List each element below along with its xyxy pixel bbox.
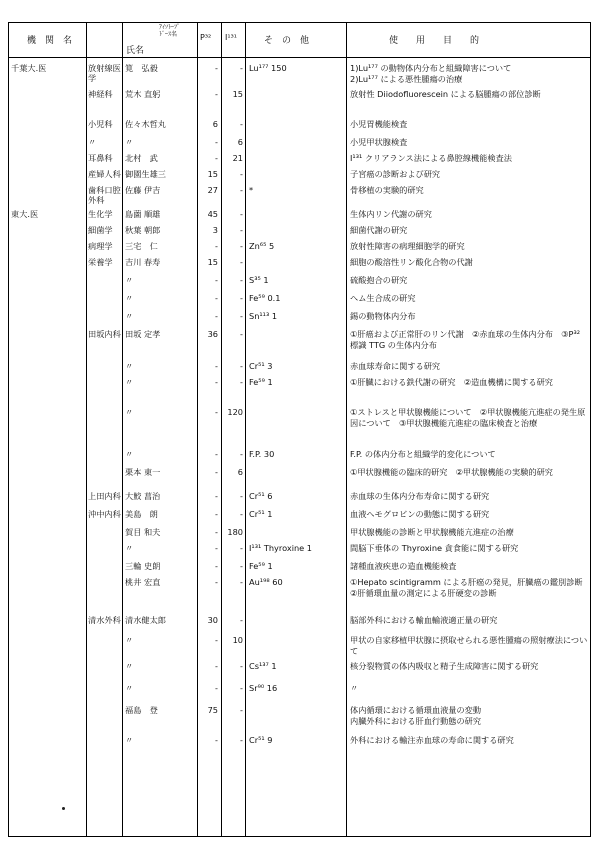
cell-p32: - [215,491,218,501]
cell-purpose: 赤血球の生体内分布寿命に関する研究 [350,491,490,501]
cell-department: 田坂内科 [88,329,121,339]
cell-p32: - [215,311,218,321]
cell-other: Cr⁵¹ 6 [249,491,273,501]
column-divider [86,23,87,836]
cell-purpose: ①Hepato scintigramm による肝癌の発見，肝臓癌の鑑別診断 ②肝循環血量の測定による肝硬変の診断 [350,577,591,598]
cell-p32: - [215,89,218,99]
cell-name: 佐々木哲丸 [125,119,166,129]
cell-p32: - [215,661,218,671]
cell-name: 〃 [125,683,134,693]
cell-i131: - [240,577,243,587]
cell-i131: - [240,449,243,459]
cell-p32: - [215,275,218,285]
cell-p32: - [215,241,218,251]
cell-purpose: 小児甲状腺検査 [350,137,408,147]
cell-p32: - [215,543,218,553]
cell-i131: - [240,311,243,321]
column-divider [221,23,222,836]
cell-department: 〃 [88,137,97,147]
cell-name: 佐藤 伊吉 [125,185,161,195]
cell-department: 上田内科 [88,491,121,501]
cell-p32: - [215,361,218,371]
cell-p32: 75 [207,705,218,715]
cell-other: Cs¹³⁷ 1 [249,661,277,671]
cell-name: 吉川 春寿 [125,257,161,267]
cell-i131: 120 [227,407,243,417]
cell-p32: - [215,577,218,587]
cell-p32: 27 [207,185,218,195]
cell-name: 美島 朗 [125,509,158,519]
cell-purpose: 放射性 Diiodofluorescein による脳腫瘍の部位診断 [350,89,541,99]
cell-purpose: 細菌代謝の研究 [350,225,408,235]
cell-p32: - [215,735,218,745]
cell-department: 神経科 [88,89,113,99]
cell-department: 栄養学 [88,257,113,267]
cell-i131: 6 [237,467,243,477]
column-divider [197,23,198,836]
cell-i131: - [240,377,243,387]
cell-name: 〃 [125,407,134,417]
cell-i131: - [240,257,243,267]
cell-i131: - [240,615,243,625]
cell-i131: - [240,185,243,195]
cell-i131: - [240,169,243,179]
cell-name: 〃 [125,377,134,387]
cell-i131: - [240,225,243,235]
cell-department: 生化学 [88,209,113,219]
cell-purpose: 甲状腺機能の診断と甲状腺機能亢進症の治療 [350,527,514,537]
cell-purpose: 核分裂物質の体内吸収と精子生成障害に関する研究 [350,661,539,671]
cell-name: 北村 武 [125,153,158,163]
cell-purpose: 錫の動物体内分布 [350,311,416,321]
cell-p32: - [215,293,218,303]
cell-purpose: 血液ヘモグロビンの動態に関する研究 [350,509,490,519]
cell-i131: 21 [232,153,243,163]
cell-purpose: 硫酸抱合の研究 [350,275,408,285]
cell-p32: - [215,137,218,147]
header-purpose: 使 用 目 的 [389,36,480,46]
table-frame [8,22,591,837]
cell-purpose: 1)Lu¹⁷⁷ の動物体内分布と組織障害について 2)Lu¹⁷⁷ による悪性腫瘍の治療 [350,63,512,84]
cell-name: 〃 [125,275,134,285]
cell-name: 〃 [125,137,134,147]
header-institution: 機 関 名 [27,36,73,46]
cell-p32: - [215,63,218,73]
cell-other: Au¹⁹⁸ 60 [249,577,283,587]
cell-department: 歯科口腔外科 [88,185,121,205]
cell-other: Fe⁵⁹ 1 [249,561,273,571]
column-divider [122,23,123,836]
cell-i131: - [240,361,243,371]
cell-name: 〃 [125,361,134,371]
cell-purpose: 子宮癌の診断および研究 [350,169,441,179]
cell-other: Fe⁵⁹ 0.1 [249,293,281,303]
cell-name: 三輪 史朗 [125,561,161,571]
cell-other: I¹³¹ Thyroxine 1 [249,543,313,553]
cell-department: 放射線医学 [88,63,121,83]
cell-p32: - [215,683,218,693]
cell-purpose: 間脳下垂体の Thyroxine 貪食能に関する研究 [350,543,519,553]
cell-name: 筧 弘毅 [125,63,158,73]
cell-name: 荒木 直躬 [125,89,161,99]
header-isotope: ｱｲｿﾄｰﾌﾟ ﾄﾞｰｽ名 [159,24,181,38]
cell-i131: - [240,491,243,501]
cell-i131: - [240,293,243,303]
cell-purpose: 諸種血液疾患の造血機能検査 [350,561,457,571]
cell-p32: 15 [207,169,218,179]
cell-purpose: 生体内リン代謝の研究 [350,209,432,219]
cell-department: 細菌学 [88,225,113,235]
cell-i131: - [240,683,243,693]
column-divider [346,23,347,836]
cell-department: 清水外科 [88,615,121,625]
cell-other: Fe⁵⁹ 1 [249,377,273,387]
cell-i131: 15 [232,89,243,99]
cell-name: 〃 [125,293,134,303]
cell-name: 島薗 順雄 [125,209,161,219]
cell-purpose: ①肝癌および正常肝のリン代謝 ②赤血球の生体内分布 ③P³² 標識 TTG の生体内分布 [350,329,581,350]
cell-i131: - [240,329,243,339]
cell-institution: 東大.医 [11,209,39,219]
cell-purpose: 赤血球寿命に関する研究 [350,361,441,371]
cell-purpose: 体内循環における循環血液量の変動 内臓外科における肝血行動態の研究 [350,705,482,726]
cell-name: 〃 [125,449,134,459]
cell-p32: - [215,153,218,163]
cell-i131: - [240,543,243,553]
cell-purpose: 細胞の酸溶性リン酸化合物の代謝 [350,257,473,267]
header-name: 氏名 [126,46,145,56]
cell-p32: - [215,449,218,459]
cell-name: 三宅 仁 [125,241,158,251]
cell-i131: 10 [232,635,243,645]
cell-purpose: ①肝臓における鉄代謝の研究 ②造血機構に関する研究 [350,377,553,387]
cell-purpose: ①ストレスと甲状腺機能について ②甲状腺機能亢進症の発生原因について ③甲状腺機能亢進症の臨床検査と治療 [350,407,586,428]
cell-p32: - [215,509,218,519]
cell-i131: 180 [227,527,243,537]
cell-purpose: 小児胃機能検査 [350,119,408,129]
cell-department: 産婦人科 [88,169,121,179]
cell-purpose: ヘム生合成の研究 [350,293,416,303]
header-other: そ の 他 [264,36,310,46]
cell-i131: - [240,275,243,285]
cell-purpose: ①甲状腺機能の臨床的研究 ②甲状腺機能の実験的研究 [350,467,553,477]
speck [62,807,65,810]
cell-other: Cr⁵¹ 1 [249,509,273,519]
cell-other: Zn⁶⁵ 5 [249,241,275,251]
cell-name: 大鮫 菖治 [125,491,161,501]
cell-purpose: I¹³¹ クリアランス法による鼻腔線機能検査法 [350,153,512,163]
cell-p32: 6 [212,119,218,129]
cell-name: 〃 [125,635,134,645]
cell-purpose: 脳部外科における輸血輸液適正量の研究 [350,615,498,625]
cell-i131: - [240,661,243,671]
cell-name: 〃 [125,543,134,553]
cell-name: 秋葉 朝郎 [125,225,161,235]
cell-name: 〃 [125,311,134,321]
cell-name: 〃 [125,735,134,745]
cell-purpose: 甲状の自家移植甲状腺に摂取せられる悪性腫瘍の照射療法について [350,635,588,656]
cell-i131: - [240,209,243,219]
cell-institution: 千葉大.医 [11,63,47,73]
cell-purpose: 外科における輸注赤血球の寿命に関する研究 [350,735,514,745]
cell-p32: - [215,377,218,387]
cell-name: 御園生雄三 [125,169,166,179]
cell-department: 沖中内科 [88,509,121,519]
cell-p32: - [215,467,218,477]
column-divider [245,23,246,836]
cell-p32: 15 [207,257,218,267]
header-p32: P³² [200,33,212,42]
cell-name: 栗本 東一 [125,467,161,477]
header-divider [9,57,590,58]
cell-p32: - [215,527,218,537]
cell-purpose: 骨移植の実験的研究 [350,185,424,195]
cell-p32: - [215,635,218,645]
cell-other: Cr⁵¹ 9 [249,735,273,745]
cell-i131: - [240,705,243,715]
cell-department: 小児科 [88,119,113,129]
cell-p32: 30 [207,615,218,625]
cell-name: 賀目 和夫 [125,527,161,537]
cell-other: Cr⁵¹ 3 [249,361,273,371]
cell-p32: 3 [212,225,218,235]
cell-name: 桃井 宏直 [125,577,161,587]
cell-i131: - [240,63,243,73]
cell-other: * [249,185,254,195]
cell-other: S³⁵ 1 [249,275,269,285]
cell-i131: - [240,119,243,129]
cell-p32: - [215,407,218,417]
cell-i131: - [240,509,243,519]
cell-department: 耳鼻科 [88,153,113,163]
cell-name: 田坂 定孝 [125,329,161,339]
cell-purpose: F.P. の体内分布と組織学的変化について [350,449,496,459]
cell-p32: 45 [207,209,218,219]
cell-other: Sr⁹⁰ 16 [249,683,278,693]
cell-other: F.P. 30 [249,449,275,459]
cell-name: 福島 登 [125,705,158,715]
cell-i131: - [240,735,243,745]
cell-name: 清水健太郎 [125,615,166,625]
cell-i131: 6 [237,137,243,147]
cell-purpose: 〃 [350,683,359,693]
cell-p32: 36 [207,329,218,339]
cell-i131: - [240,241,243,251]
cell-name: 〃 [125,661,134,671]
cell-purpose: 放射性障害の病理細胞学的研究 [350,241,465,251]
cell-i131: - [240,561,243,571]
cell-other: Sn¹¹³ 1 [249,311,278,321]
header-i131: I¹³¹ [225,33,237,42]
cell-other: Lu¹⁷⁷ 150 [249,63,287,73]
cell-p32: - [215,561,218,571]
cell-department: 病理学 [88,241,113,251]
